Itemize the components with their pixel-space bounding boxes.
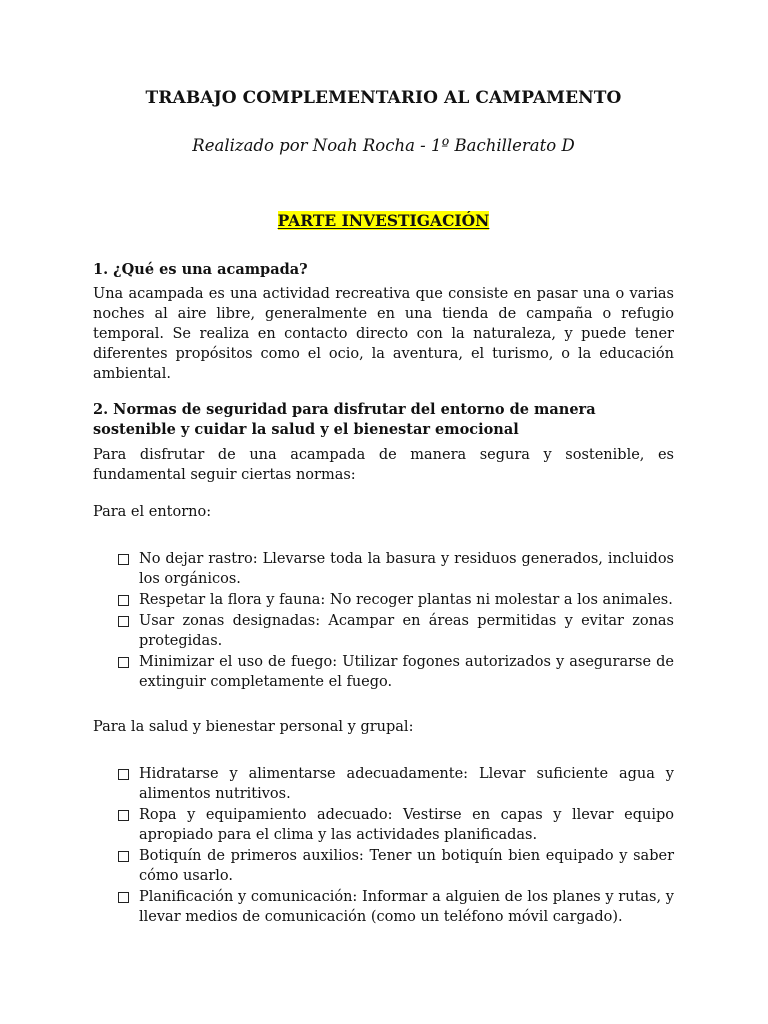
list-item (117, 887, 674, 927)
list-item-text: Respetar la flora y fauna: No recoger plantas ni molestar a los animales. (139, 592, 673, 608)
list-item (117, 611, 674, 651)
environment-label: Para el entorno: (93, 504, 212, 520)
checkbox-icon (118, 616, 129, 627)
list-item-text: Planificación y comunicación: Informar a alguien de los planes y rutas, y llevar medios de comunicación (como un teléfono móvil cargado). (139, 889, 674, 925)
list-item-text: Usar zonas designadas: Acampar en áreas permitidas y evitar zonas protegidas. (139, 613, 674, 649)
list-item (117, 846, 674, 886)
checkbox-icon (118, 595, 129, 606)
health-label: Para la salud y bienestar personal y grupal: (93, 719, 414, 735)
question-2-intro: Para disfrutar de una acampada de manera segura y sostenible, es fundamental seguir ciertas normas: (93, 447, 674, 483)
list-item (117, 652, 674, 692)
document-subtitle: Realizado por Noah Rocha - 1º Bachillerato D (192, 136, 575, 155)
question-1-body: Una acampada es una actividad recreativa que consiste en pasar una o varias noches al aire libre, generalmente en una tienda de campaña o refugio temporal. Se realiza en contacto directo con la naturaleza, y puede tener diferentes propósitos como el ocio, la aventura, el turismo, o la educación ambiental. (93, 286, 674, 382)
document-title: TRABAJO COMPLEMENTARIO AL CAMPAMENTO (145, 88, 622, 108)
checkbox-icon (118, 769, 129, 780)
section-heading (93, 211, 674, 230)
list-item-text: No dejar rastro: Llevarse toda la basura y residuos generados, incluidos los orgánicos. (139, 551, 674, 587)
list-item (117, 805, 674, 845)
section-heading-text: PARTE INVESTIGACIÓN (277, 211, 490, 230)
checkbox-icon (118, 851, 129, 862)
list-item (117, 764, 674, 804)
question-1-heading: 1. ¿Qué es una acampada? (93, 261, 308, 278)
list-item (117, 549, 674, 589)
checkbox-icon (118, 554, 129, 565)
health-list (117, 764, 674, 928)
checkbox-icon (118, 657, 129, 668)
list-item (117, 590, 674, 610)
checkbox-icon (118, 892, 129, 903)
list-item-text: Hidratarse y alimentarse adecuadamente: Llevar suficiente agua y alimentos nutritivos. (139, 766, 674, 802)
checkbox-icon (118, 810, 129, 821)
question-2-heading: 2. Normas de seguridad para disfrutar del entorno de manera sostenible y cuidar la salud y el bienestar emocional (93, 401, 596, 438)
list-item-text: Minimizar el uso de fuego: Utilizar fogones autorizados y asegurarse de extinguir completamente el fuego. (139, 654, 674, 690)
list-item-text: Botiquín de primeros auxilios: Tener un botiquín bien equipado y saber cómo usarlo. (139, 848, 674, 884)
list-item-text: Ropa y equipamiento adecuado: Vestirse en capas y llevar equipo apropiado para el clima y las actividades planificadas. (139, 807, 674, 843)
environment-list (117, 549, 674, 693)
